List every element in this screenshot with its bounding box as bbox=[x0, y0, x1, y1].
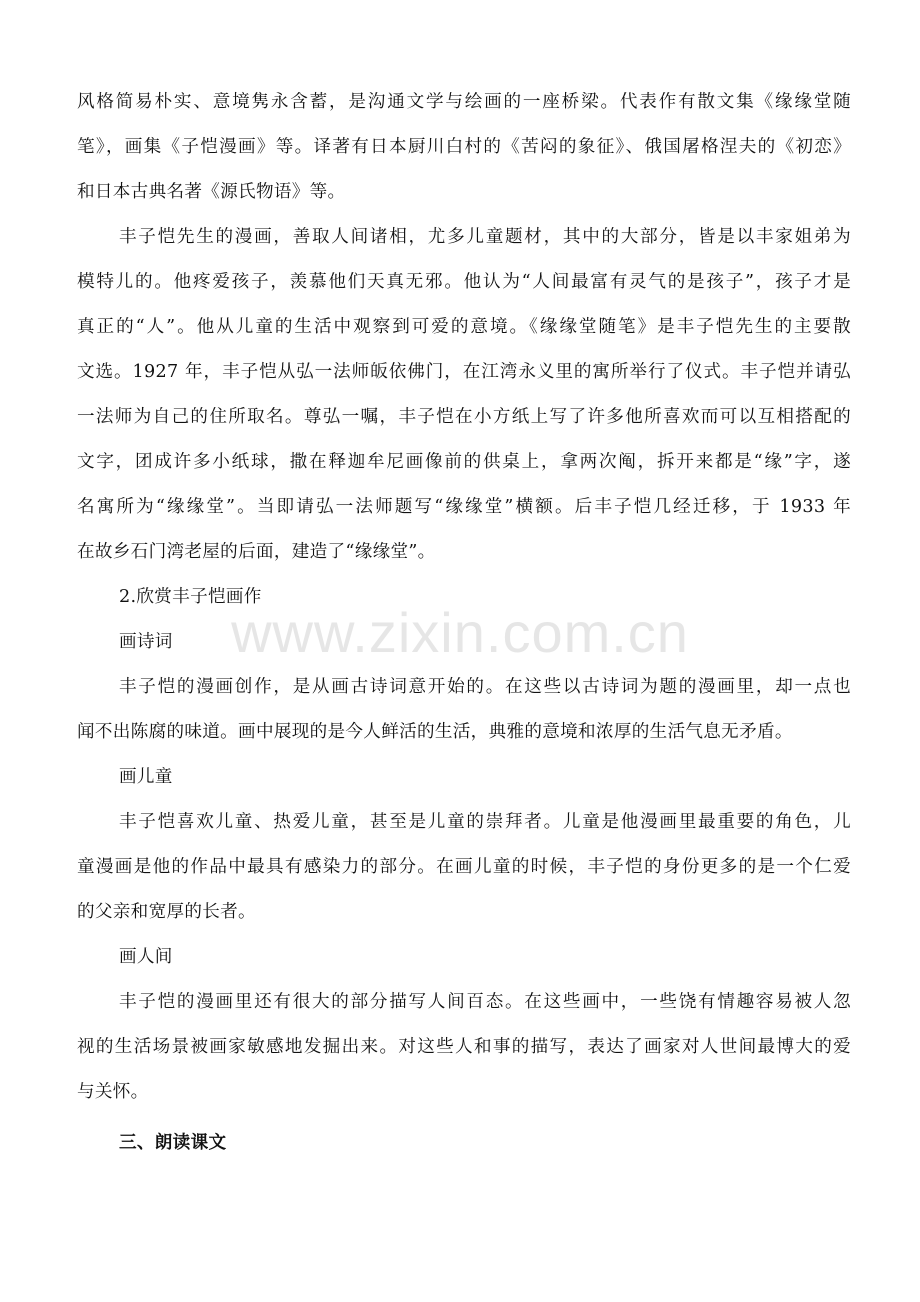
text-line: 丰子恺先生的漫画，善取人间诸相，尤多儿童题材，其中的大部分，皆是以丰家姐弟为 bbox=[119, 227, 851, 247]
text-line: 闻不出陈腐的味道。画中展现的是今人鲜活的生活，典雅的意境和浓厚的生活气息无矛盾。 bbox=[77, 722, 793, 742]
section-heading: 三、朗读课文 bbox=[119, 1133, 227, 1153]
paragraph-comics-intro bbox=[77, 215, 851, 575]
document-body bbox=[77, 80, 851, 1166]
text-line: 真正的“人”。他从儿童的生活中观察到可爱的意境。《缘缘堂随笔》是丰子恺先生的主要散 bbox=[77, 317, 851, 337]
paragraph-poetry bbox=[77, 665, 851, 755]
topic-heading-poetry: 画诗词 bbox=[119, 632, 173, 652]
text-line: 的父亲和宽厚的长者。 bbox=[77, 902, 256, 922]
paragraph-author-intro bbox=[77, 80, 851, 215]
topic-heading-children: 画儿童 bbox=[119, 767, 173, 787]
text-line: 笔》，画集《子恺漫画》等。译著有日本厨川白村的《苦闷的象征》、俄国屠格涅夫的《初恋》 bbox=[77, 137, 851, 157]
text-line: 童漫画是他的作品中最具有感染力的部分。在画儿童的时候，丰子恺的身份更多的是一个仁爱 bbox=[77, 857, 851, 877]
text-line: 文字，团成许多小纸球，撒在释迦牟尼画像前的供桌上，拿两次阄，拆开来都是“缘”字，遂 bbox=[77, 452, 851, 472]
paragraph-children bbox=[77, 800, 851, 935]
text-line: 与关怀。 bbox=[77, 1082, 149, 1102]
text-line: 和日本古典名著《源氏物语》等。 bbox=[77, 182, 346, 202]
text-line: 丰子恺的漫画创作，是从画古诗词意开始的。在这些以古诗词为题的漫画里，却一点也 bbox=[119, 677, 851, 697]
text-line: 丰子恺的漫画里还有很大的部分描写人间百态。在这些画中，一些饶有情趣容易被人忽 bbox=[119, 992, 851, 1012]
text-line: 一法师为自己的住所取名。尊弘一嘱，丰子恺在小方纸上写了许多他所喜欢而可以互相搭配的 bbox=[77, 407, 851, 427]
subsection-heading: 2.欣赏丰子恺画作 bbox=[119, 587, 262, 607]
text-line: 视的生活场景被画家敏感地发掘出来。对这些人和事的描写，表达了画家对人世间最博大的爱 bbox=[77, 1037, 851, 1057]
text-line: 丰子恺喜欢儿童、热爱儿童，甚至是儿童的崇拜者。儿童是他漫画里最重要的角色，儿 bbox=[119, 812, 851, 832]
text-line: 在故乡石门湾老屋的后面，建造了“缘缘堂”。 bbox=[77, 542, 436, 562]
topic-heading-human-world: 画人间 bbox=[119, 947, 173, 967]
text-line: 名寓所为“缘缘堂”。当即请弘一法师题写“缘缘堂”横额。后丰子恺几经迁移，于 1933 年 bbox=[77, 497, 851, 517]
paragraph-human-world bbox=[77, 980, 851, 1115]
watermark: www.zixin.com.cn bbox=[231, 601, 689, 664]
text-line: 风格简易朴实、意境隽永含蓄，是沟通文学与绘画的一座桥梁。代表作有散文集《缘缘堂随 bbox=[77, 92, 851, 112]
text-line: 文选。1927 年，丰子恺从弘一法师皈依佛门，在江湾永义里的寓所举行了仪式。丰子恺并请弘 bbox=[77, 362, 851, 382]
text-line: 模特儿的。他疼爱孩子，羡慕他们天真无邪。他认为“人间最富有灵气的是孩子”，孩子才是 bbox=[77, 272, 851, 292]
